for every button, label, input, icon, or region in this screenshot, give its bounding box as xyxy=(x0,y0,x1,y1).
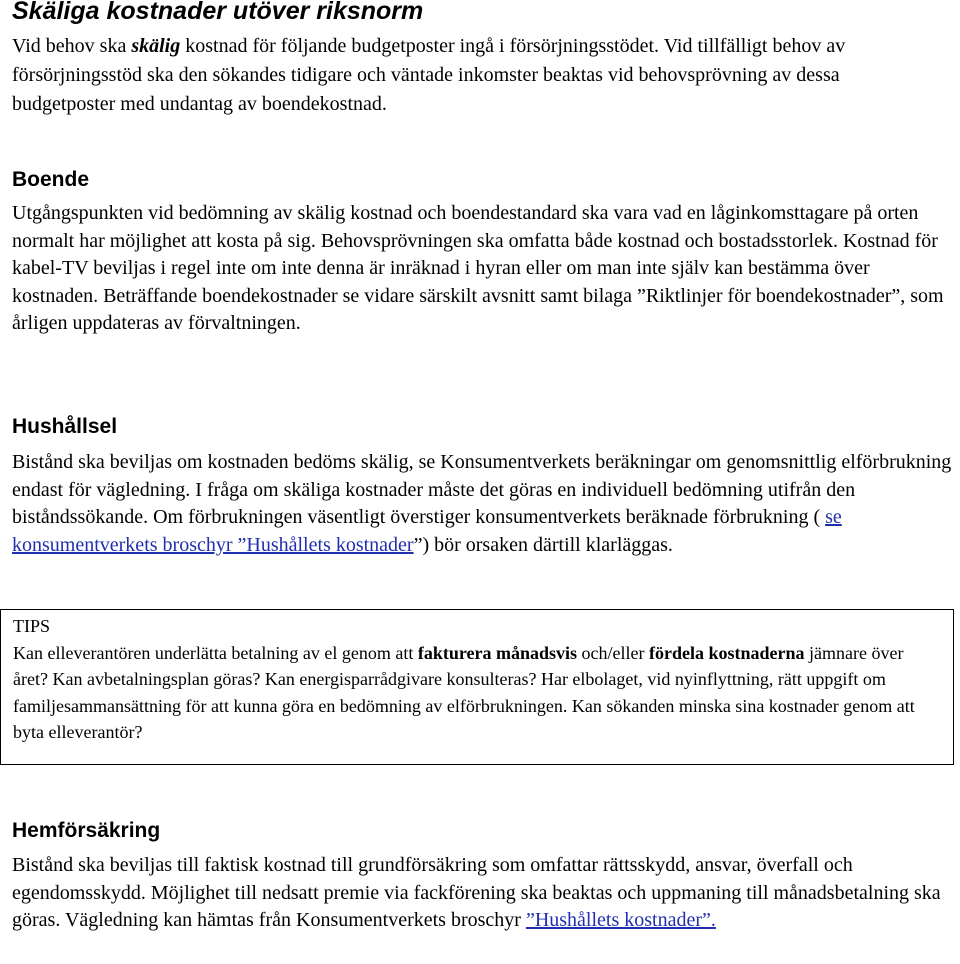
tips-text-part-2: och/eller xyxy=(577,642,649,663)
tips-bold-distribute: fördela kostnaderna xyxy=(649,642,805,663)
tips-text-part-1: Kan elleverantören underlätta betalning av el genom att xyxy=(13,642,418,663)
konsumentverket-brochure-link[interactable]: se konsumentverkets broschyr ”Hushållets kostnader xyxy=(12,506,842,557)
boende-paragraph: Utgångspunkten vid bedömning av skälig kostnad och boendestandard ska vara vad en låginkomsttagare på orten normalt har möjlighet att kosta på sig. Behovsprövningen ska omfatta både kostnad och bostadsstorlek. Kostnad för kabel-TV beviljas i regel inte om inte denna är inräknad i hyran eller om man inte själv kan bestämma över kostnaden. Beträffande boendekostnader se vidare särskilt avsnitt samt bilaga ”Riktlinjer för boendekostnader”, som årligen uppdateras av förvaltningen. xyxy=(12,202,944,334)
hushallsel-text-end: ”) bör orsaken därtill klarläggas. xyxy=(413,534,673,557)
tips-label: TIPS xyxy=(13,616,51,636)
tips-text-part-3: jämnare över året? Kan avbetalningsplan göras? Kan energisparrådgivare konsulteras? Har elbolaget, vid nyinflyttning, rätt uppgift om familjesammansättning för att kunna göra en bedömning av elförbrukningen. Kan sökanden minska sina kostnader genom att byta elleverantör? xyxy=(13,642,915,742)
hemforsakring-heading: Hemförsäkring xyxy=(12,819,161,842)
tips-text xyxy=(13,640,941,746)
hemforsakring-paragraph xyxy=(12,852,947,935)
tips-bold-invoice: fakturera månadsvis xyxy=(417,642,578,663)
hushallsel-paragraph xyxy=(12,449,952,560)
intro-text-start: Vid behov ska xyxy=(12,35,132,57)
intro-paragraph xyxy=(12,32,947,119)
tips-box xyxy=(0,609,954,765)
intro-text-end: kostnad för följande budgetposter ingå i försörjningsstödet. Vid tillfälligt behov av försörjningsstöd ska den sökandes tidigare och väntade inkomster beaktas vid behovsprövning av dessa budgetposter med undantag av boendekostnad. xyxy=(12,35,846,115)
intro-emphasis: skälig xyxy=(131,35,181,57)
boende-heading: Boende xyxy=(12,168,90,191)
hushallsel-text-start: Bistånd ska beviljas om kostnaden bedöms skälig, se Konsumentverkets beräkningar om genomsnittlig elförbrukning endast för vägledning. I fråga om skäliga kostnader måste det göras en individuell bedömning utifrån den biståndssökande. Om förbrukningen väsentligt överstiger konsumentverkets beräknade förbrukning ( xyxy=(12,451,952,529)
hemforsakring-text: Bistånd ska beviljas till faktisk kostnad till grundförsäkring som omfattar rättsskydd, ansvar, överfall och egendomsskydd. Möjlighet till nedsatt premie via fackförening ska beaktas och uppmaning till månadsbetalning ska göras. Vägledning kan hämtas från Konsumentverkets broschyr xyxy=(12,854,941,932)
hushallets-kostnader-link[interactable]: ”Hushållets kostnader”. xyxy=(525,909,716,932)
hushallsel-heading: Hushållsel xyxy=(12,415,118,438)
page-title: Skäliga kostnader utöver riksnorm xyxy=(12,0,424,25)
